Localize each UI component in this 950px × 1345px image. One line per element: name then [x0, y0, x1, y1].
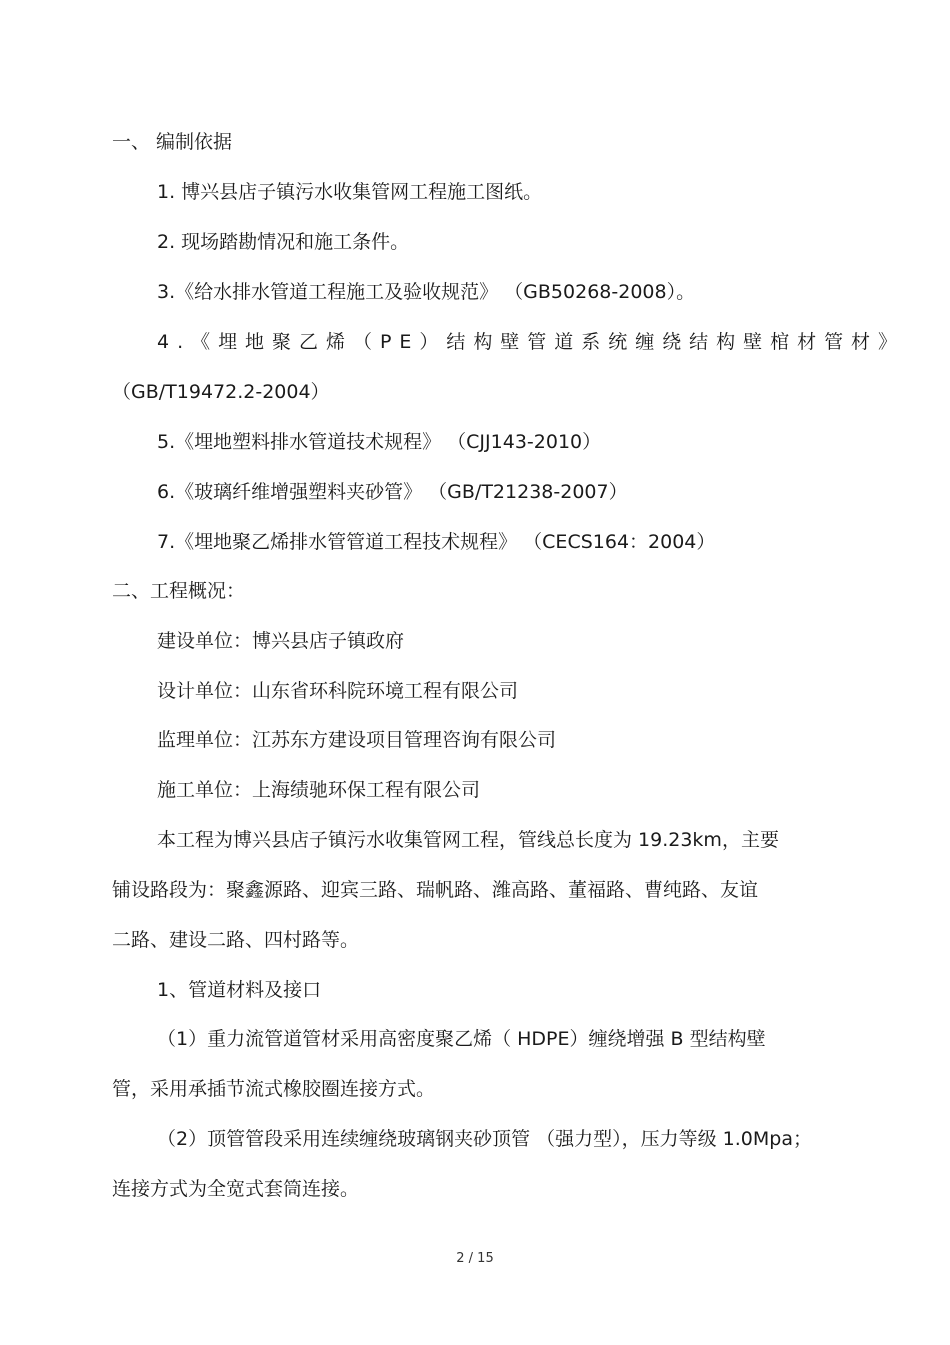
basis-item-7: 7.《埋地聚乙烯排水管管道工程技术规程》 （CECS164：2004）	[157, 531, 716, 553]
section-2-heading: 二、工程概况：	[112, 580, 246, 602]
basis-item-1: 1. 博兴县店子镇污水收集管网工程施工图纸。	[157, 181, 543, 203]
basis-item-2: 2. 现场踏勘情况和施工条件。	[157, 231, 410, 253]
overview-line-2: 铺设路段为：聚鑫源路、迎宾三路、瑞帆路、潍高路、董福路、曹纯路、友谊	[112, 879, 759, 901]
material-para-2-line-2: 连接方式为全宽式套筒连接。	[112, 1178, 360, 1200]
design-unit: 设计单位：山东省环科院环境工程有限公司	[157, 680, 519, 702]
material-para-1-line-2: 管，采用承插节流式橡胶圈连接方式。	[112, 1078, 436, 1100]
pipe-materials-heading: 1、管道材料及接口	[157, 979, 322, 1001]
material-para-2-line-1: （2）顶管管段采用连续缠绕玻璃钢夹砂顶管 （强力型），压力等级 1.0Mpa；	[157, 1128, 812, 1150]
construction-unit: 建设单位：博兴县店子镇政府	[157, 630, 405, 652]
section-1-heading: 一、 编制依据	[112, 131, 233, 153]
overview-line-3: 二路、建设二路、四村路等。	[112, 929, 360, 951]
overview-line-1: 本工程为博兴县店子镇污水收集管网工程，管线总长度为 19.23km，主要	[157, 829, 779, 851]
basis-item-5: 5.《埋地塑料排水管道技术规程》 （CJJ143-2010）	[157, 431, 602, 453]
contractor-unit: 施工单位：上海绩驰环保工程有限公司	[157, 779, 481, 801]
page-indicator: 2 / 15	[456, 1251, 494, 1266]
basis-item-3: 3.《给水排水管道工程施工及验收规范》 （GB50268-2008）。	[157, 281, 696, 303]
basis-item-6: 6.《玻璃纤维增强塑料夹砂管》 （GB/T21238-2007）	[157, 481, 628, 503]
basis-item-4: 4.《埋地聚乙烯（PE）结构壁管道系统缠绕结构壁棺材管材》	[157, 331, 906, 353]
basis-item-4-continued: （GB/T19472.2-2004）	[112, 381, 330, 403]
material-para-1-line-1: （1）重力流管道管材采用高密度聚乙烯（ HDPE）缠绕增强 B 型结构壁	[157, 1028, 766, 1050]
supervision-unit: 监理单位：江苏东方建设项目管理咨询有限公司	[157, 729, 557, 751]
